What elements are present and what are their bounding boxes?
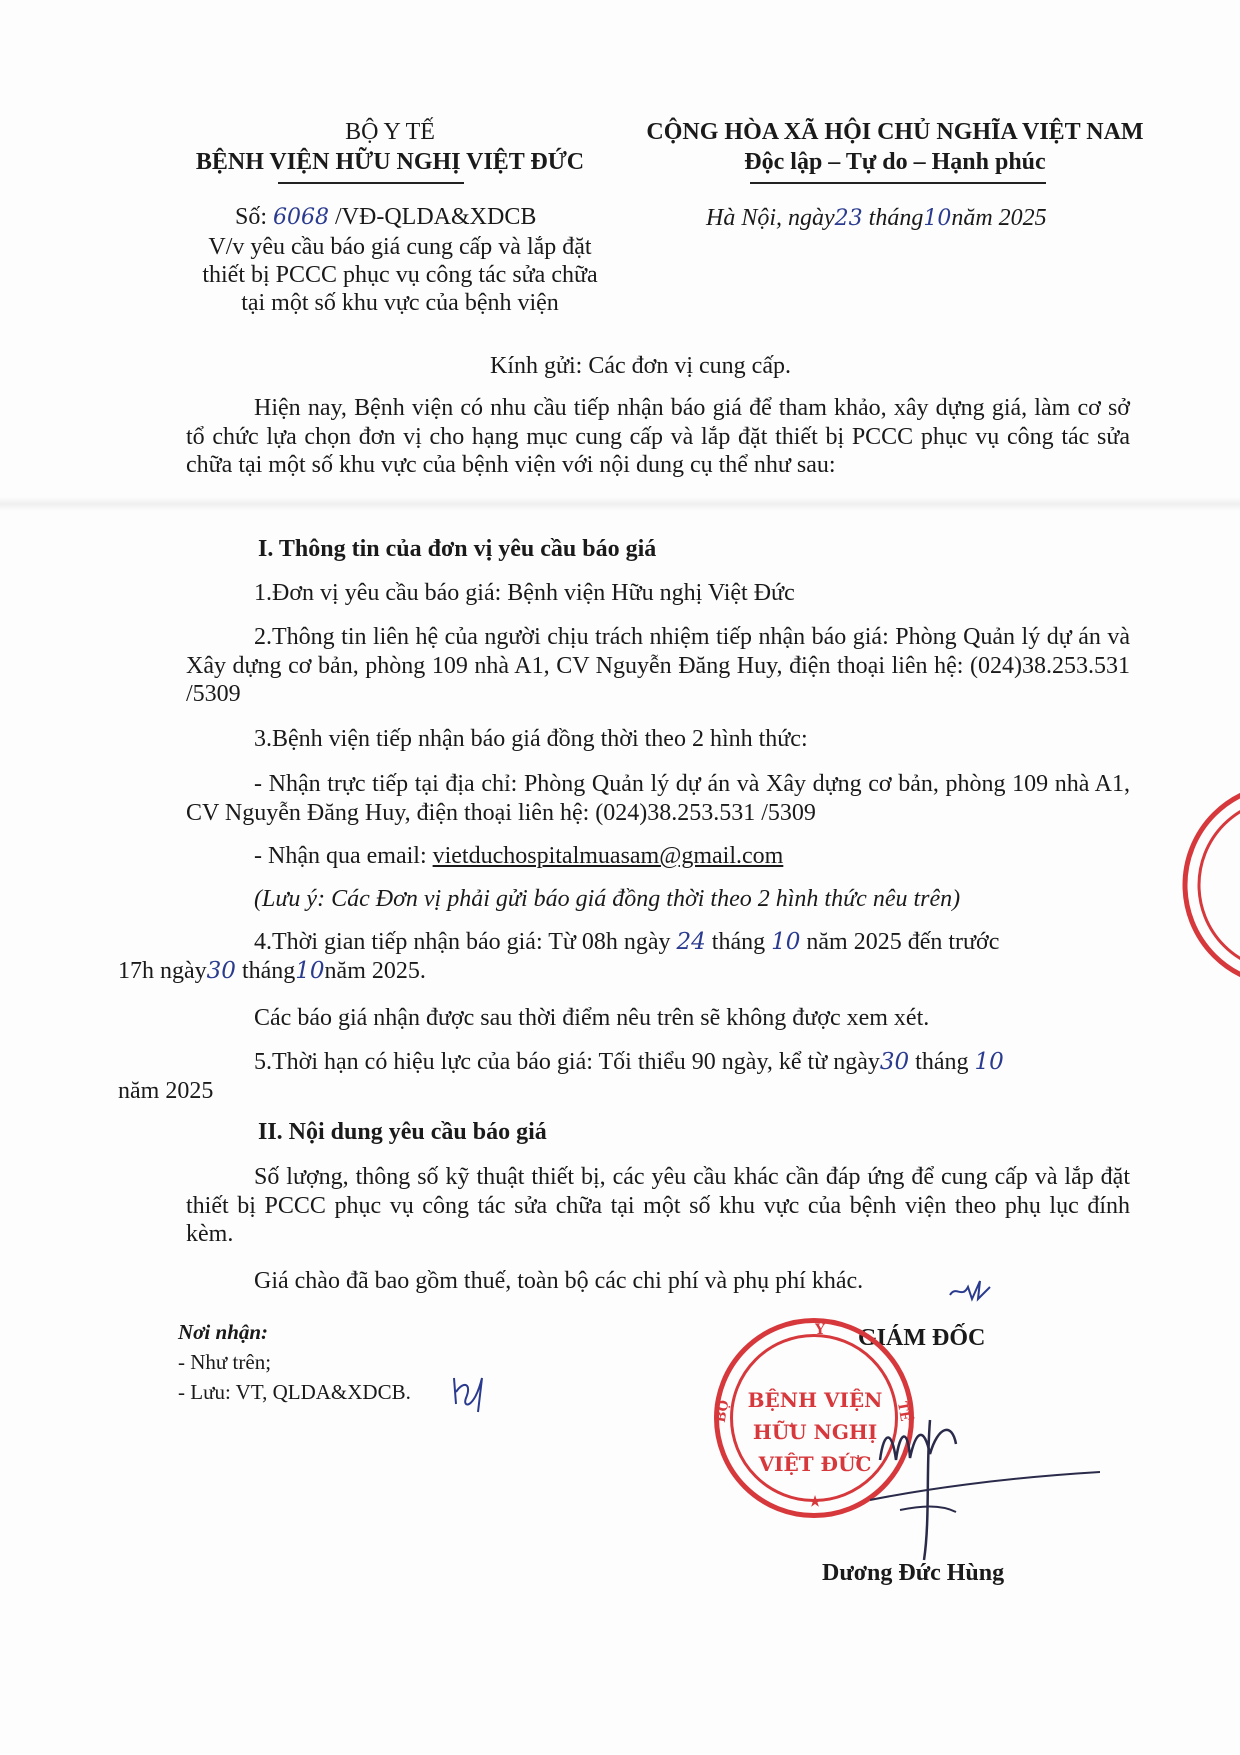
recipients-line-2: - Lưu: VT, QLDA&XDCB.: [178, 1380, 411, 1404]
email-label: - Nhận qua email:: [254, 843, 427, 869]
item5-text-b: tháng: [915, 1049, 969, 1075]
stamp-ring-right: TẾ: [893, 1400, 913, 1423]
subject-line-1: V/v yêu cầu báo giá cung cấp và lắp đặt: [208, 234, 592, 260]
section-1-item-4-note: Các báo giá nhận được sau thời điểm nêu trên sẽ không được xem xét.: [254, 1005, 930, 1031]
item5-text-c: năm 2025: [118, 1077, 214, 1104]
item4-month-2: 10: [295, 957, 325, 984]
item4-text-d: 17h ngày: [118, 957, 207, 984]
recipients-title: Nơi nhận:: [178, 1320, 269, 1344]
section-1-item-2: 2.Thông tin liên hệ của người chịu trách nhiệm tiếp nhận báo giá: Phòng Quản lý dự án và Xây dựng cơ bản, phòng 109 nhà A1, CV Nguyễn Đăng Huy, điện thoại liên hệ: (024)38.253.531 /5309: [186, 624, 1130, 707]
recipient-line: Kính gửi: Các đơn vị cung cấp.: [490, 353, 791, 379]
item4-text-c: năm 2025 đến trước: [806, 929, 1000, 955]
signer-name: Dương Đức Hùng: [822, 1560, 1005, 1586]
subject-block: [170, 233, 630, 317]
initial-mark-icon-2: [448, 1374, 490, 1414]
ministry-name: BỘ Y TẾ: [345, 119, 435, 145]
hospital-name: BỆNH VIỆN HỮU NGHỊ VIỆT ĐỨC: [195, 149, 585, 175]
section-1-item-3b: [186, 842, 1130, 871]
item5-text-a: 5.Thời hạn có hiệu lực của báo giá: Tối thiểu 90 ngày, kể từ ngày: [254, 1049, 880, 1075]
section-1-item-1: 1.Đơn vị yêu cầu báo giá: Bệnh viện Hữu nghị Việt Đức: [254, 580, 795, 606]
item4-day-2: 30: [206, 957, 236, 984]
date-month: 10: [923, 206, 952, 231]
stamp-ring-top: Y: [815, 1322, 825, 1338]
section-1-item-3: 3.Bệnh viện tiếp nhận báo giá đồng thời theo 2 hình thức:: [254, 726, 808, 752]
item5-month: 10: [974, 1049, 1004, 1075]
country-name: CỘNG HÒA XÃ HỘI CHỦ NGHĨA VIỆT NAM: [646, 119, 1144, 145]
item5-day: 30: [879, 1049, 910, 1075]
handwritten-signature-icon: [860, 1400, 1100, 1570]
hospital-underline: [278, 182, 464, 184]
motto-underline: [750, 182, 1046, 184]
section-2-paragraph-1: Số lượng, thông số kỹ thuật thiết bị, các yêu cầu khác cần đáp ứng để cung cấp và lắp đặt thiết bị PCCC phục vụ công tác sửa chữa tại một số khu vực của bệnh viện theo phụ lục đính kèm.: [186, 1164, 1130, 1247]
item4-text-a: 4.Thời gian tiếp nhận báo giá: Từ 08h ngày: [254, 929, 671, 955]
recipients-line-1: - Như trên;: [178, 1350, 272, 1374]
number-suffix: /VĐ-QLDA&XDCB: [335, 204, 537, 230]
subject-line-3: tại một số khu vực của bệnh viện: [241, 290, 559, 316]
item4-day-1: 24: [676, 929, 706, 955]
stamp-line-2: HỮU NGHỊ: [752, 1420, 878, 1444]
item4-month-1: 10: [771, 929, 801, 955]
stamp-star-icon: ★: [808, 1494, 822, 1510]
edge-stamp-partial-icon: [1180, 780, 1240, 990]
number-prefix: Số:: [235, 204, 268, 230]
section-1-item-5: [118, 1048, 1130, 1105]
number-handwritten: 6068: [273, 205, 330, 230]
date-year: năm 2025: [951, 205, 1047, 231]
document-number: [235, 204, 536, 231]
item4-text-b: tháng: [711, 929, 766, 955]
date-prefix: Hà Nội, ngày: [706, 205, 835, 231]
intro-paragraph: Hiện nay, Bệnh viện có nhu cầu tiếp nhận báo giá để tham khảo, xây dựng giá, làm cơ sở tổ chức lựa chọn đơn vị cho hạng mục cung cấp và lắp đặt thiết bị PCCC phục vụ công tác sửa chữa tại một số khu vực của bệnh viện với nội dung cụ thể như sau:: [186, 395, 1130, 478]
section-2-title: II. Nội dung yêu cầu báo giá: [258, 1119, 547, 1145]
date-day: 23: [834, 206, 863, 231]
section-1-title: I. Thông tin của đơn vị yêu cầu báo giá: [258, 536, 657, 562]
subject-line-2: thiết bị PCCC phục vụ công tác sửa chữa: [202, 262, 598, 288]
motto: Độc lập – Tự do – Hạnh phúc: [744, 149, 1046, 175]
scan-fold-line: [0, 497, 1240, 511]
section-1-note: (Lưu ý: Các Đơn vị phải gửi báo giá đồng thời theo 2 hình thức nêu trên): [254, 886, 961, 912]
signature-role: GIÁM ĐỐC: [858, 1325, 986, 1351]
date-line: [706, 205, 1047, 232]
initial-mark-icon: [946, 1277, 994, 1303]
item4-text-e: tháng: [241, 957, 296, 984]
stamp-line-1: BỆNH VIỆN: [747, 1388, 883, 1412]
date-month-label: tháng: [868, 205, 924, 231]
stamp-ring-left: BỘ: [713, 1399, 733, 1424]
email-link[interactable]: vietduchospitalmuasam@gmail.com: [432, 843, 784, 869]
section-1-item-4: [118, 928, 1130, 985]
section-2-paragraph-2: Giá chào đã bao gồm thuế, toàn bộ các chi phí và phụ phí khác.: [254, 1268, 864, 1294]
stamp-line-3: VIỆT ĐỨC: [758, 1452, 872, 1476]
item4-text-f: năm 2025.: [324, 957, 426, 984]
section-1-item-3a: - Nhận trực tiếp tại địa chỉ: Phòng Quản lý dự án và Xây dựng cơ bản, phòng 109 nhà A1, CV Nguyễn Đăng Huy, điện thoại liên hệ: (024)38.253.531 /5309: [186, 771, 1130, 826]
